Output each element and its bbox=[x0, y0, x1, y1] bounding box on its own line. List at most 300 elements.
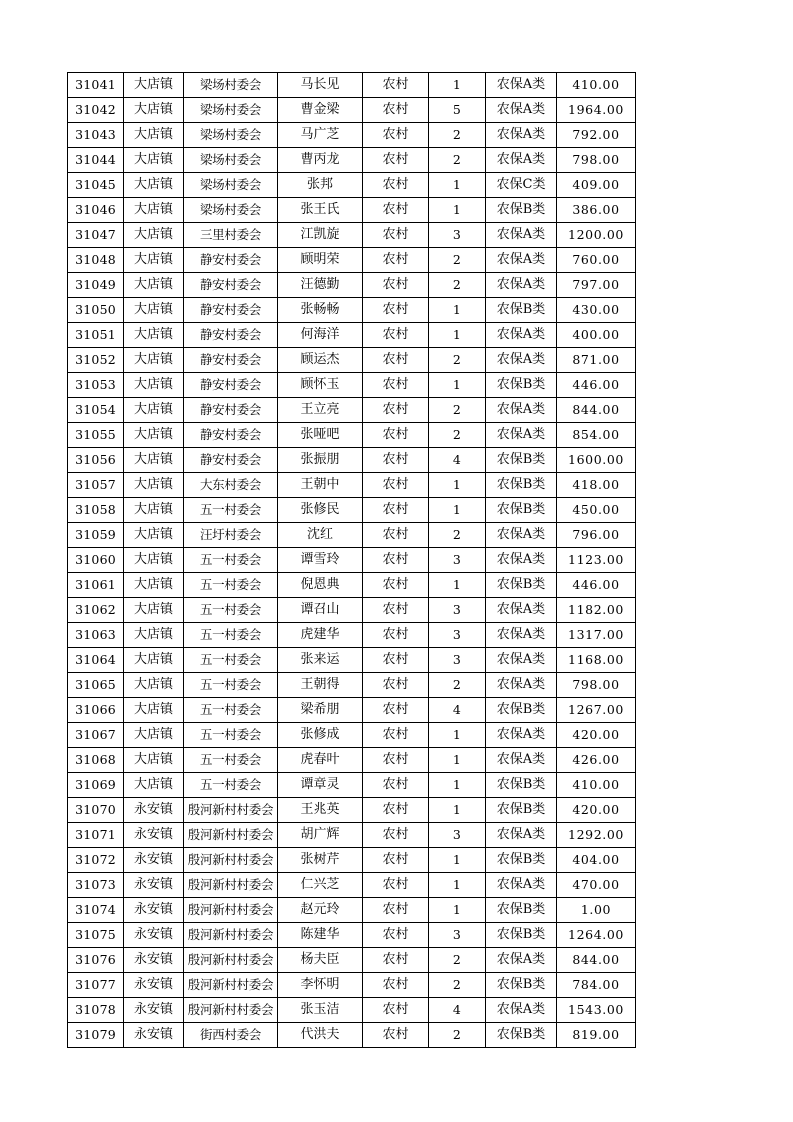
table-row bbox=[68, 848, 636, 873]
town-cell: 大店镇 bbox=[124, 323, 184, 348]
count-cell: 3 bbox=[429, 923, 486, 948]
area-type-cell: 农村 bbox=[363, 123, 429, 148]
town-cell: 永安镇 bbox=[124, 823, 184, 848]
town-cell: 永安镇 bbox=[124, 898, 184, 923]
area-type-cell: 农村 bbox=[363, 323, 429, 348]
town-cell: 大店镇 bbox=[124, 123, 184, 148]
record-id-cell: 31044 bbox=[68, 148, 124, 173]
town-cell: 大店镇 bbox=[124, 398, 184, 423]
count-cell: 5 bbox=[429, 98, 486, 123]
area-type-cell: 农村 bbox=[363, 298, 429, 323]
name-cell: 虎建华 bbox=[278, 623, 363, 648]
amount-cell: 386.00 bbox=[557, 198, 636, 223]
table-row bbox=[68, 873, 636, 898]
table-row bbox=[68, 1023, 636, 1048]
amount-cell: 798.00 bbox=[557, 148, 636, 173]
record-id-cell: 31068 bbox=[68, 748, 124, 773]
category-cell: 农保A类 bbox=[486, 748, 557, 773]
area-type-cell: 农村 bbox=[363, 473, 429, 498]
table-row bbox=[68, 223, 636, 248]
table-row bbox=[68, 373, 636, 398]
category-cell: 农保A类 bbox=[486, 623, 557, 648]
amount-cell: 1168.00 bbox=[557, 648, 636, 673]
name-cell: 王朝得 bbox=[278, 673, 363, 698]
amount-cell: 446.00 bbox=[557, 573, 636, 598]
amount-cell: 798.00 bbox=[557, 673, 636, 698]
table-row bbox=[68, 598, 636, 623]
area-type-cell: 农村 bbox=[363, 598, 429, 623]
area-type-cell: 农村 bbox=[363, 498, 429, 523]
table-row bbox=[68, 198, 636, 223]
table-row bbox=[68, 348, 636, 373]
area-type-cell: 农村 bbox=[363, 673, 429, 698]
category-cell: 农保A类 bbox=[486, 873, 557, 898]
record-id-cell: 31063 bbox=[68, 623, 124, 648]
village-cell: 梁场村委会 bbox=[184, 73, 278, 98]
town-cell: 大店镇 bbox=[124, 498, 184, 523]
record-id-cell: 31047 bbox=[68, 223, 124, 248]
name-cell: 胡广辉 bbox=[278, 823, 363, 848]
table-row bbox=[68, 398, 636, 423]
amount-cell: 450.00 bbox=[557, 498, 636, 523]
count-cell: 1 bbox=[429, 798, 486, 823]
count-cell: 1 bbox=[429, 73, 486, 98]
record-id-cell: 31067 bbox=[68, 723, 124, 748]
amount-cell: 410.00 bbox=[557, 73, 636, 98]
record-id-cell: 31055 bbox=[68, 423, 124, 448]
category-cell: 农保B类 bbox=[486, 1023, 557, 1048]
name-cell: 谭召山 bbox=[278, 598, 363, 623]
name-cell: 王兆英 bbox=[278, 798, 363, 823]
category-cell: 农保A类 bbox=[486, 98, 557, 123]
count-cell: 3 bbox=[429, 648, 486, 673]
category-cell: 农保C类 bbox=[486, 173, 557, 198]
record-id-cell: 31071 bbox=[68, 823, 124, 848]
town-cell: 大店镇 bbox=[124, 723, 184, 748]
area-type-cell: 农村 bbox=[363, 523, 429, 548]
category-cell: 农保A类 bbox=[486, 323, 557, 348]
record-id-cell: 31045 bbox=[68, 173, 124, 198]
name-cell: 王立亮 bbox=[278, 398, 363, 423]
count-cell: 2 bbox=[429, 273, 486, 298]
table-row bbox=[68, 648, 636, 673]
amount-cell: 404.00 bbox=[557, 848, 636, 873]
table-row bbox=[68, 723, 636, 748]
area-type-cell: 农村 bbox=[363, 698, 429, 723]
town-cell: 永安镇 bbox=[124, 923, 184, 948]
record-id-cell: 31061 bbox=[68, 573, 124, 598]
record-id-cell: 31072 bbox=[68, 848, 124, 873]
village-cell: 街西村委会 bbox=[184, 1023, 278, 1048]
amount-cell: 797.00 bbox=[557, 273, 636, 298]
village-cell: 汪圩村委会 bbox=[184, 523, 278, 548]
village-cell: 殷河新村村委会 bbox=[184, 873, 278, 898]
amount-cell: 470.00 bbox=[557, 873, 636, 898]
record-id-cell: 31059 bbox=[68, 523, 124, 548]
table-row bbox=[68, 98, 636, 123]
area-type-cell: 农村 bbox=[363, 223, 429, 248]
name-cell: 顾运杰 bbox=[278, 348, 363, 373]
category-cell: 农保A类 bbox=[486, 648, 557, 673]
village-cell: 殷河新村村委会 bbox=[184, 998, 278, 1023]
village-cell: 静安村委会 bbox=[184, 448, 278, 473]
count-cell: 1 bbox=[429, 323, 486, 348]
amount-cell: 1267.00 bbox=[557, 698, 636, 723]
name-cell: 顾明荣 bbox=[278, 248, 363, 273]
amount-cell: 409.00 bbox=[557, 173, 636, 198]
record-id-cell: 31075 bbox=[68, 923, 124, 948]
category-cell: 农保B类 bbox=[486, 298, 557, 323]
amount-cell: 844.00 bbox=[557, 948, 636, 973]
village-cell: 殷河新村村委会 bbox=[184, 898, 278, 923]
amount-cell: 760.00 bbox=[557, 248, 636, 273]
area-type-cell: 农村 bbox=[363, 548, 429, 573]
amount-cell: 1182.00 bbox=[557, 598, 636, 623]
village-cell: 静安村委会 bbox=[184, 273, 278, 298]
village-cell: 五一村委会 bbox=[184, 698, 278, 723]
name-cell: 杨夫臣 bbox=[278, 948, 363, 973]
town-cell: 永安镇 bbox=[124, 798, 184, 823]
town-cell: 大店镇 bbox=[124, 523, 184, 548]
name-cell: 曹丙龙 bbox=[278, 148, 363, 173]
amount-cell: 446.00 bbox=[557, 373, 636, 398]
area-type-cell: 农村 bbox=[363, 773, 429, 798]
record-id-cell: 31046 bbox=[68, 198, 124, 223]
table-row bbox=[68, 798, 636, 823]
amount-cell: 1292.00 bbox=[557, 823, 636, 848]
town-cell: 大店镇 bbox=[124, 148, 184, 173]
table-row bbox=[68, 423, 636, 448]
table-row bbox=[68, 973, 636, 998]
village-cell: 梁场村委会 bbox=[184, 148, 278, 173]
count-cell: 1 bbox=[429, 498, 486, 523]
village-cell: 殷河新村村委会 bbox=[184, 848, 278, 873]
town-cell: 大店镇 bbox=[124, 173, 184, 198]
table-row bbox=[68, 173, 636, 198]
table-row bbox=[68, 823, 636, 848]
table-row bbox=[68, 248, 636, 273]
count-cell: 3 bbox=[429, 223, 486, 248]
table-row bbox=[68, 273, 636, 298]
name-cell: 张哑吧 bbox=[278, 423, 363, 448]
village-cell: 静安村委会 bbox=[184, 323, 278, 348]
table-row bbox=[68, 573, 636, 598]
category-cell: 农保A类 bbox=[486, 998, 557, 1023]
amount-cell: 420.00 bbox=[557, 723, 636, 748]
amount-cell: 784.00 bbox=[557, 973, 636, 998]
category-cell: 农保A类 bbox=[486, 248, 557, 273]
amount-cell: 796.00 bbox=[557, 523, 636, 548]
category-cell: 农保B类 bbox=[486, 573, 557, 598]
village-cell: 大东村委会 bbox=[184, 473, 278, 498]
table-row bbox=[68, 448, 636, 473]
village-cell: 静安村委会 bbox=[184, 398, 278, 423]
amount-cell: 1264.00 bbox=[557, 923, 636, 948]
name-cell: 何海洋 bbox=[278, 323, 363, 348]
count-cell: 1 bbox=[429, 848, 486, 873]
town-cell: 大店镇 bbox=[124, 548, 184, 573]
town-cell: 大店镇 bbox=[124, 423, 184, 448]
table-row bbox=[68, 473, 636, 498]
record-id-cell: 31043 bbox=[68, 123, 124, 148]
area-type-cell: 农村 bbox=[363, 73, 429, 98]
record-id-cell: 31058 bbox=[68, 498, 124, 523]
village-cell: 静安村委会 bbox=[184, 348, 278, 373]
area-type-cell: 农村 bbox=[363, 873, 429, 898]
amount-cell: 1600.00 bbox=[557, 448, 636, 473]
name-cell: 顾怀玉 bbox=[278, 373, 363, 398]
town-cell: 大店镇 bbox=[124, 98, 184, 123]
village-cell: 五一村委会 bbox=[184, 623, 278, 648]
count-cell: 2 bbox=[429, 973, 486, 998]
category-cell: 农保B类 bbox=[486, 473, 557, 498]
town-cell: 大店镇 bbox=[124, 348, 184, 373]
name-cell: 陈建华 bbox=[278, 923, 363, 948]
town-cell: 永安镇 bbox=[124, 948, 184, 973]
category-cell: 农保A类 bbox=[486, 273, 557, 298]
record-id-cell: 31051 bbox=[68, 323, 124, 348]
count-cell: 3 bbox=[429, 598, 486, 623]
town-cell: 大店镇 bbox=[124, 573, 184, 598]
category-cell: 农保A类 bbox=[486, 523, 557, 548]
village-cell: 三里村委会 bbox=[184, 223, 278, 248]
amount-cell: 871.00 bbox=[557, 348, 636, 373]
area-type-cell: 农村 bbox=[363, 348, 429, 373]
amount-cell: 418.00 bbox=[557, 473, 636, 498]
village-cell: 五一村委会 bbox=[184, 598, 278, 623]
record-id-cell: 31073 bbox=[68, 873, 124, 898]
table-row bbox=[68, 673, 636, 698]
table-body bbox=[68, 73, 636, 1048]
village-cell: 五一村委会 bbox=[184, 548, 278, 573]
name-cell: 张邦 bbox=[278, 173, 363, 198]
village-cell: 静安村委会 bbox=[184, 298, 278, 323]
town-cell: 永安镇 bbox=[124, 1023, 184, 1048]
town-cell: 大店镇 bbox=[124, 673, 184, 698]
name-cell: 梁希朋 bbox=[278, 698, 363, 723]
village-cell: 殷河新村村委会 bbox=[184, 798, 278, 823]
village-cell: 梁场村委会 bbox=[184, 198, 278, 223]
category-cell: 农保A类 bbox=[486, 148, 557, 173]
record-id-cell: 31070 bbox=[68, 798, 124, 823]
amount-cell: 844.00 bbox=[557, 398, 636, 423]
count-cell: 4 bbox=[429, 998, 486, 1023]
record-id-cell: 31065 bbox=[68, 673, 124, 698]
village-cell: 梁场村委会 bbox=[184, 98, 278, 123]
name-cell: 赵元玲 bbox=[278, 898, 363, 923]
category-cell: 农保A类 bbox=[486, 948, 557, 973]
village-cell: 殷河新村村委会 bbox=[184, 923, 278, 948]
count-cell: 2 bbox=[429, 423, 486, 448]
table-row bbox=[68, 523, 636, 548]
category-cell: 农保B类 bbox=[486, 498, 557, 523]
category-cell: 农保A类 bbox=[486, 823, 557, 848]
name-cell: 沈红 bbox=[278, 523, 363, 548]
category-cell: 农保B类 bbox=[486, 698, 557, 723]
category-cell: 农保B类 bbox=[486, 798, 557, 823]
record-id-cell: 31066 bbox=[68, 698, 124, 723]
village-cell: 五一村委会 bbox=[184, 723, 278, 748]
amount-cell: 1.00 bbox=[557, 898, 636, 923]
count-cell: 1 bbox=[429, 298, 486, 323]
table-row bbox=[68, 323, 636, 348]
village-cell: 静安村委会 bbox=[184, 248, 278, 273]
area-type-cell: 农村 bbox=[363, 1023, 429, 1048]
count-cell: 2 bbox=[429, 148, 486, 173]
amount-cell: 854.00 bbox=[557, 423, 636, 448]
table-row bbox=[68, 148, 636, 173]
name-cell: 张树芹 bbox=[278, 848, 363, 873]
count-cell: 1 bbox=[429, 573, 486, 598]
area-type-cell: 农村 bbox=[363, 173, 429, 198]
name-cell: 张修成 bbox=[278, 723, 363, 748]
amount-cell: 400.00 bbox=[557, 323, 636, 348]
town-cell: 永安镇 bbox=[124, 873, 184, 898]
count-cell: 2 bbox=[429, 248, 486, 273]
area-type-cell: 农村 bbox=[363, 898, 429, 923]
town-cell: 大店镇 bbox=[124, 698, 184, 723]
town-cell: 大店镇 bbox=[124, 223, 184, 248]
count-cell: 1 bbox=[429, 723, 486, 748]
town-cell: 大店镇 bbox=[124, 473, 184, 498]
village-cell: 五一村委会 bbox=[184, 648, 278, 673]
record-id-cell: 31056 bbox=[68, 448, 124, 473]
count-cell: 2 bbox=[429, 948, 486, 973]
name-cell: 汪德勤 bbox=[278, 273, 363, 298]
village-cell: 静安村委会 bbox=[184, 423, 278, 448]
table-row bbox=[68, 123, 636, 148]
category-cell: 农保A类 bbox=[486, 598, 557, 623]
category-cell: 农保A类 bbox=[486, 673, 557, 698]
table-row bbox=[68, 923, 636, 948]
amount-cell: 420.00 bbox=[557, 798, 636, 823]
count-cell: 1 bbox=[429, 898, 486, 923]
record-id-cell: 31042 bbox=[68, 98, 124, 123]
village-cell: 殷河新村村委会 bbox=[184, 948, 278, 973]
count-cell: 1 bbox=[429, 748, 486, 773]
area-type-cell: 农村 bbox=[363, 848, 429, 873]
record-id-cell: 31048 bbox=[68, 248, 124, 273]
name-cell: 代洪夫 bbox=[278, 1023, 363, 1048]
count-cell: 1 bbox=[429, 773, 486, 798]
count-cell: 2 bbox=[429, 523, 486, 548]
name-cell: 张畅畅 bbox=[278, 298, 363, 323]
village-cell: 静安村委会 bbox=[184, 373, 278, 398]
record-id-cell: 31053 bbox=[68, 373, 124, 398]
count-cell: 3 bbox=[429, 623, 486, 648]
category-cell: 农保B类 bbox=[486, 448, 557, 473]
area-type-cell: 农村 bbox=[363, 573, 429, 598]
count-cell: 1 bbox=[429, 198, 486, 223]
category-cell: 农保B类 bbox=[486, 848, 557, 873]
area-type-cell: 农村 bbox=[363, 648, 429, 673]
record-id-cell: 31074 bbox=[68, 898, 124, 923]
name-cell: 江凯旋 bbox=[278, 223, 363, 248]
area-type-cell: 农村 bbox=[363, 398, 429, 423]
village-cell: 殷河新村村委会 bbox=[184, 823, 278, 848]
category-cell: 农保A类 bbox=[486, 123, 557, 148]
count-cell: 2 bbox=[429, 348, 486, 373]
amount-cell: 410.00 bbox=[557, 773, 636, 798]
area-type-cell: 农村 bbox=[363, 998, 429, 1023]
town-cell: 大店镇 bbox=[124, 598, 184, 623]
town-cell: 大店镇 bbox=[124, 448, 184, 473]
area-type-cell: 农村 bbox=[363, 148, 429, 173]
town-cell: 大店镇 bbox=[124, 273, 184, 298]
table-row bbox=[68, 698, 636, 723]
name-cell: 张玉洁 bbox=[278, 998, 363, 1023]
name-cell: 张王氏 bbox=[278, 198, 363, 223]
record-id-cell: 31041 bbox=[68, 73, 124, 98]
village-cell: 五一村委会 bbox=[184, 573, 278, 598]
category-cell: 农保B类 bbox=[486, 373, 557, 398]
category-cell: 农保B类 bbox=[486, 198, 557, 223]
name-cell: 张来运 bbox=[278, 648, 363, 673]
category-cell: 农保A类 bbox=[486, 398, 557, 423]
town-cell: 大店镇 bbox=[124, 248, 184, 273]
count-cell: 4 bbox=[429, 448, 486, 473]
area-type-cell: 农村 bbox=[363, 748, 429, 773]
record-id-cell: 31076 bbox=[68, 948, 124, 973]
town-cell: 永安镇 bbox=[124, 998, 184, 1023]
category-cell: 农保A类 bbox=[486, 223, 557, 248]
area-type-cell: 农村 bbox=[363, 423, 429, 448]
village-cell: 五一村委会 bbox=[184, 773, 278, 798]
category-cell: 农保B类 bbox=[486, 923, 557, 948]
name-cell: 倪恩典 bbox=[278, 573, 363, 598]
amount-cell: 430.00 bbox=[557, 298, 636, 323]
record-id-cell: 31049 bbox=[68, 273, 124, 298]
table-row bbox=[68, 898, 636, 923]
area-type-cell: 农村 bbox=[363, 973, 429, 998]
count-cell: 1 bbox=[429, 873, 486, 898]
village-cell: 梁场村委会 bbox=[184, 173, 278, 198]
town-cell: 永安镇 bbox=[124, 848, 184, 873]
category-cell: 农保A类 bbox=[486, 73, 557, 98]
amount-cell: 426.00 bbox=[557, 748, 636, 773]
amount-cell: 1200.00 bbox=[557, 223, 636, 248]
count-cell: 2 bbox=[429, 673, 486, 698]
town-cell: 大店镇 bbox=[124, 648, 184, 673]
town-cell: 大店镇 bbox=[124, 73, 184, 98]
town-cell: 大店镇 bbox=[124, 623, 184, 648]
table-row bbox=[68, 548, 636, 573]
amount-cell: 792.00 bbox=[557, 123, 636, 148]
name-cell: 张修民 bbox=[278, 498, 363, 523]
record-id-cell: 31078 bbox=[68, 998, 124, 1023]
category-cell: 农保B类 bbox=[486, 898, 557, 923]
village-cell: 五一村委会 bbox=[184, 498, 278, 523]
category-cell: 农保A类 bbox=[486, 423, 557, 448]
record-id-cell: 31062 bbox=[68, 598, 124, 623]
record-id-cell: 31069 bbox=[68, 773, 124, 798]
area-type-cell: 农村 bbox=[363, 98, 429, 123]
village-cell: 梁场村委会 bbox=[184, 123, 278, 148]
amount-cell: 1123.00 bbox=[557, 548, 636, 573]
table-row bbox=[68, 748, 636, 773]
area-type-cell: 农村 bbox=[363, 923, 429, 948]
category-cell: 农保A类 bbox=[486, 348, 557, 373]
name-cell: 王朝中 bbox=[278, 473, 363, 498]
area-type-cell: 农村 bbox=[363, 248, 429, 273]
area-type-cell: 农村 bbox=[363, 373, 429, 398]
village-cell: 五一村委会 bbox=[184, 673, 278, 698]
area-type-cell: 农村 bbox=[363, 723, 429, 748]
count-cell: 3 bbox=[429, 548, 486, 573]
amount-cell: 1543.00 bbox=[557, 998, 636, 1023]
record-id-cell: 31077 bbox=[68, 973, 124, 998]
table-row bbox=[68, 998, 636, 1023]
